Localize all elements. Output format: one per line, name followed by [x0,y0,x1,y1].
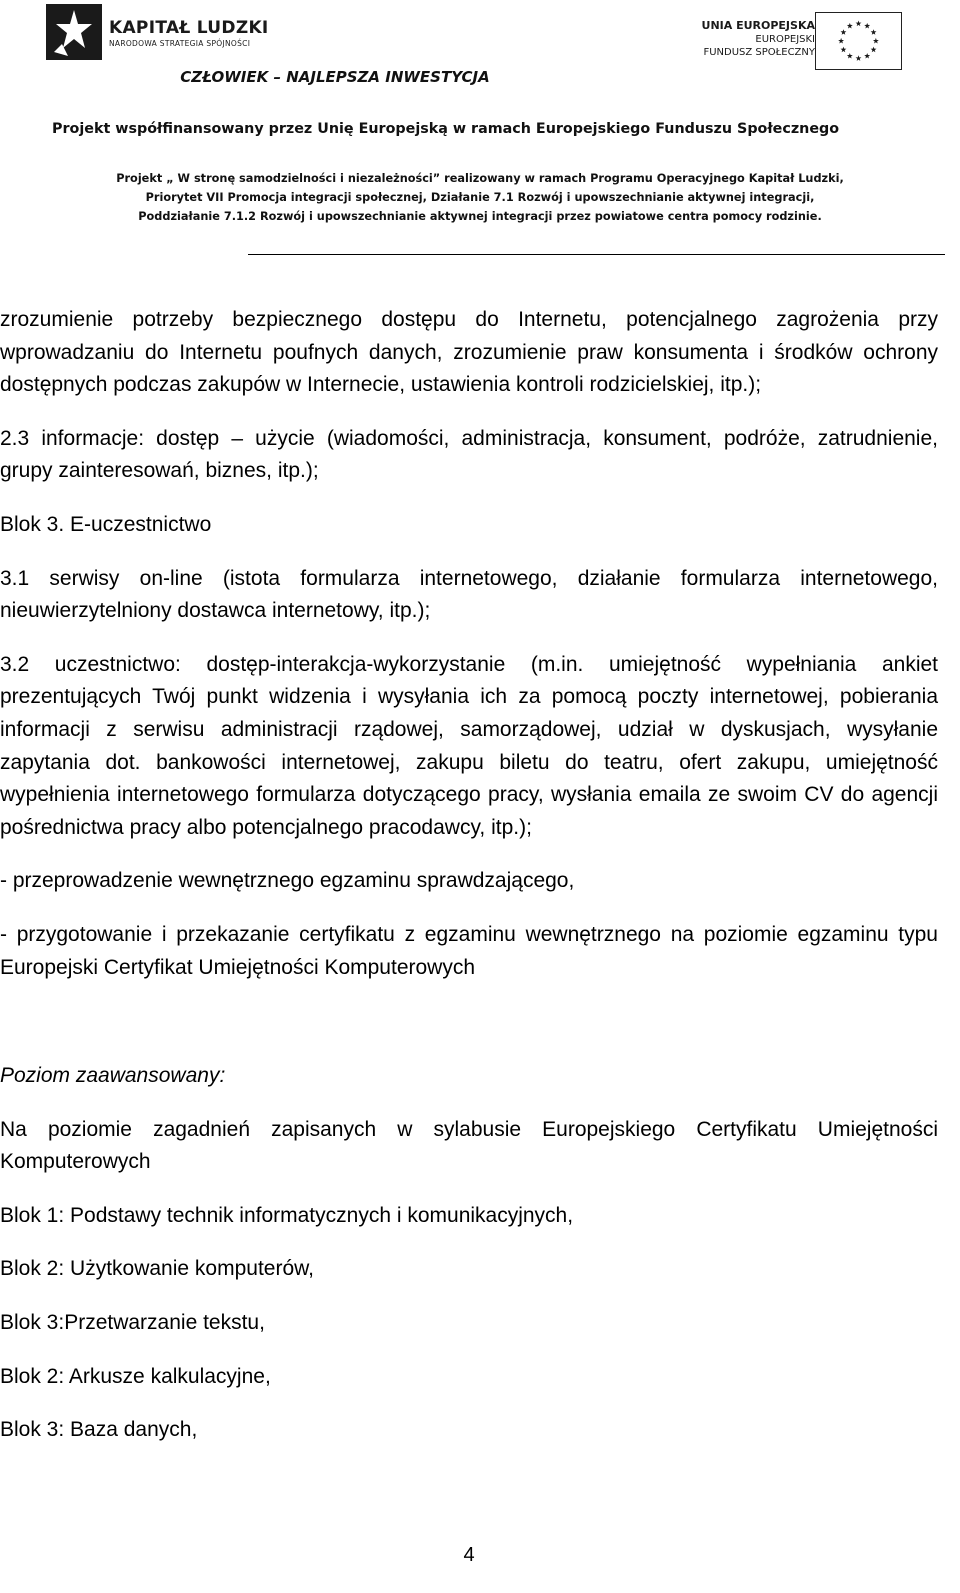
project-details-line: Projekt „ W stronę samodzielności i niezależności” realizowany w ramach Programu Operacyjnego Kapitał Ludzki, [116,172,844,185]
eu-logo-text [702,18,815,59]
eu-logo [690,10,915,72]
eu-logo-line1: UNIA EUROPEJSKA [701,19,815,32]
project-cofinancing-line: Projekt współfinansowany przez Unię Europejską w ramach Europejskiego Funduszu Społecznego [52,121,840,137]
dash-list-item: - przeprowadzenie wewnętrznego egzaminu sprawdzającego, [0,869,575,893]
block-list-item: Blok 3:Przetwarzanie tekstu, [0,1311,265,1335]
page-number: 4 [463,1544,475,1566]
block-list-item: Blok 3: Baza danych, [0,1418,198,1442]
paragraph: Na poziomie zagadnień zapisanych w sylabusie Europejskiego Certyfikatu Umiejętności Komputerowych [0,1117,938,1174]
eu-logo-line2: EUROPEJSKI [755,34,815,45]
paragraph: 2.3 informacje: dostęp – użycie (wiadomości, administracja, konsument, podróże, zatrudnienie, grupy zainteresowań, biznes, itp.); [0,426,938,483]
eu-flag-icon [815,12,902,70]
section-heading: Poziom zaawansowany: [0,1064,226,1088]
paragraph: 3.2 uczestnictwo: dostęp-interakcja-wykorzystanie (m.in. umiejętność wypełniania ankiet prezentujących Twój punkt widzenia i wysyłania ich za pomocą poczty internetowej, pobierania informacji z serwisu administracji rządowej, samorządowej, udział w dyskusjach, wysyłanie zapytania dot. bankowości internetowej, zakupu biletu do teatru, ofert zakupu, umiejętność wypełnienia internetowego formularza dotyczącego pracy, wysłania emaila ze swoim CV do agencji pośrednictwa pracy albo potencjalnego pracodawcy, itp.); [0,652,938,839]
document-body [0,304,938,1447]
project-details-line: Priorytet VII Promocja integracji społecznej, Działanie 7.1 Rozwój i upowszechnianie aktywnej integracji, [145,191,815,204]
motto: CZŁOWIEK – NAJLEPSZA INWESTYCJA [180,68,490,86]
kapital-ludzki-title: KAPITAŁ LUDZKI [109,18,269,38]
header-divider [248,254,945,255]
page-header [0,0,960,262]
kapital-ludzki-subtitle: NARODOWA STRATEGIA SPÓJNOŚCI [109,39,251,48]
kapital-ludzki-logo [46,4,276,60]
project-details-line: Poddziałanie 7.1.2 Rozwój i upowszechnianie aktywnej integracji przez powiatowe centra pomocy rodzinie. [138,210,822,223]
block-list-item: Blok 2: Użytkowanie komputerów, [0,1257,314,1281]
eu-logo-line3: FUNDUSZ SPOŁECZNY [703,47,815,58]
kapital-ludzki-emblem-icon [46,4,102,60]
section-heading: Blok 3. E-uczestnictwo [0,512,212,536]
paragraph: zrozumienie potrzeby bezpiecznego dostępu do Internetu, potencjalnego zagrożenia przy wprowadzaniu do Internetu poufnych danych, zrozumienie praw konsumenta i środków ochrony dostępnych podczas zakupów w Internecie, ustawienia kontroli rodzicielskiej, itp.); [0,308,938,397]
block-list-item: Blok 2: Arkusze kalkulacyjne, [0,1364,271,1388]
project-details [80,169,880,226]
block-list-item: Blok 1: Podstawy technik informatycznych i komunikacyjnych, [0,1203,574,1227]
paragraph: 3.1 serwisy on-line (istota formularza internetowego, działanie formularza internetowego, nieuwierzytelniony dostawca internetowy, itp.); [0,566,938,623]
dash-list-item: - przygotowanie i przekazanie certyfikatu z egzaminu wewnętrznego na poziomie egzaminu typu Europejski Certyfikat Umiejętności Komputerowych [0,922,938,979]
